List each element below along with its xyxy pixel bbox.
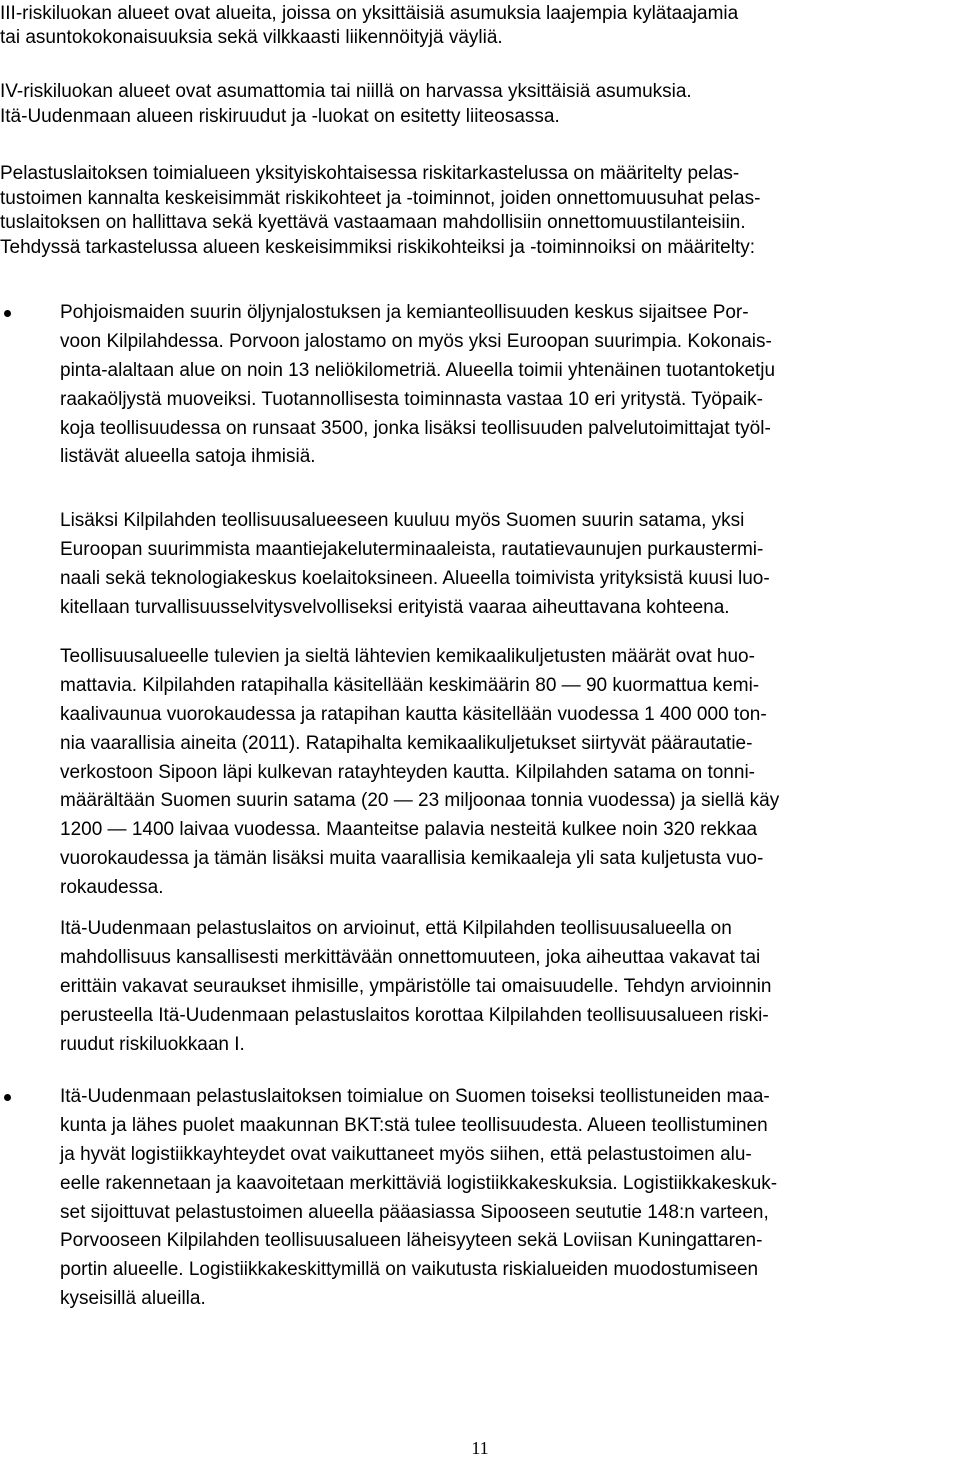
bullet-line: määrältään Suomen suurin satama (20 — 23 miljoonaa tonnia vuodessa) ja siellä käy (60, 790, 780, 812)
bullet-line: eelle rakennetaan ja kaavoitetaan merkittäviä logistiikkakeskuksia. Logistiikkakeskuk- (60, 1172, 778, 1194)
bullet-line: kunta ja lähes puolet maakunnan BKT:stä tulee teollisuudesta. Alueen teollistuminen (60, 1114, 768, 1136)
bullet-line: Itä-Uudenmaan pelastuslaitoksen toimialue on Suomen toiseksi teollistuneiden maa- (60, 1086, 770, 1107)
bullet-icon (4, 310, 11, 317)
bullet-line: ruudut riskiluokkaan I. (60, 1033, 245, 1055)
bullet-line: perusteella Itä-Uudenmaan pelastuslaitos korottaa Kilpilahden teollisuusalueen riski- (60, 1004, 769, 1026)
bullet-line: koja teollisuudessa on runsaat 3500, jonka lisäksi teollisuuden palvelutoimittajat työl- (60, 417, 771, 439)
bullet-line: Teollisuusalueelle tulevien ja sieltä lähtevien kemikaalikuljetusten määrät ovat huo- (60, 646, 755, 667)
intro-line: III-riskiluokan alueet ovat alueita, joissa on yksittäisiä asumuksia laajempia kylätaajamia (0, 3, 739, 24)
page-number: 11 (471, 1438, 489, 1458)
bullet-line: Pohjoismaiden suurin öljynjalostuksen ja kemianteollisuuden keskus sijaitsee Por- (60, 302, 749, 323)
bullet-line: voon Kilpilahdessa. Porvoon jalostamo on myös yksi Euroopan suurimpia. Kokonais- (60, 330, 772, 352)
bullet-line: mahdollisuus kansallisesti merkittävään onnettomuuteen, joka aiheuttaa vakavat tai (60, 946, 761, 968)
bullet-line: rokaudessa. (60, 877, 164, 899)
bullet-block (60, 643, 960, 903)
bullet-line: set sijoittuvat pelastustoimen alueella pääasiassa Sipooseen seututie 148:n varteen, (60, 1201, 769, 1223)
bullet-icon (4, 1094, 11, 1101)
bullet-line: Porvooseen Kilpilahden teollisuusalueen läheisyyteen sekä Loviisan Kuningattaren- (60, 1230, 763, 1252)
bullet-line: ja hyvät logistiikkayhteydet ovat vaikuttaneet myös siihen, että pelastustoimen alu- (60, 1143, 752, 1165)
bullet-line: vuorokaudessa ja tämän lisäksi muita vaarallisia kemikaaleja yli sata kuljetusta vuo- (60, 848, 764, 870)
bullet-line: kitellaan turvallisuusselvitysvelvolliseksi erityistä vaaraa aiheuttavana kohteena. (60, 596, 730, 618)
bullet-line: raakaöljystä muoveiksi. Tuotannollisesta toiminnasta vastaa 10 eri yritystä. Työpaik- (60, 388, 763, 410)
paragraph-line: Tehdyssä tarkastelussa alueen keskeisimmiksi riskikohteiksi ja -toiminnoiksi on määritelty: (0, 236, 755, 258)
bullet-block (60, 299, 960, 472)
bullet-line: pinta-alaltaan alue on noin 13 neliökilometriä. Alueella toimii yhtenäinen tuotantoketju (60, 359, 776, 381)
bullet-line: nia vaarallisia aineita (2011). Ratapihalta kemikaalikuljetukset siirtyvät päärautatie- (60, 732, 753, 754)
bullet-line: Lisäksi Kilpilahden teollisuusalueeseen kuuluu myös Suomen suurin satama, yksi (60, 510, 745, 531)
bullet-line: kaalivaunua vuorokaudessa ja ratapihan kautta käsitellään vuodessa 1 400 000 ton- (60, 703, 767, 725)
bullet-block (60, 915, 960, 1059)
intro-line: tai asuntokokonaisuuksia sekä vilkkaasti liikennöityjä väyliä. (0, 27, 503, 48)
bullet-line: Itä-Uudenmaan pelastuslaitos on arvioinut, että Kilpilahden teollisuusalueella on (60, 918, 732, 939)
bullet-block (60, 507, 960, 623)
bullet-line: portin alueelle. Logistiikkakeskittymillä on vaikutusta riskialueiden muodostumiseen (60, 1259, 759, 1281)
intro-line: IV-riskiluokan alueet ovat asumattomia tai niillä on harvassa yksittäisiä asumuksia. (0, 81, 692, 102)
bullet-line: verkostoon Sipoon läpi kulkevan ratayhteyden kautta. Kilpilahden satama on tonni- (60, 761, 755, 783)
bullet-line: naali sekä teknologiakeskus koelaitoksineen. Alueella toimivista yrityksistä kuusi luo- (60, 567, 770, 589)
bullet-line: mattavia. Kilpilahden ratapihalla käsitellään keskimäärin 80 — 90 kuormattua kemi- (60, 674, 760, 696)
bullet-item-kilpilahti (60, 299, 960, 472)
intro-line: Itä-Uudenmaan alueen riskiruudut ja -luokat on esitetty liiteosassa. (0, 106, 560, 127)
paragraph-line: Pelastuslaitoksen toimialueen yksityiskohtaisessa riskitarkastelussa on määritelty pelas- (0, 163, 740, 184)
bullet-item-logistics (60, 1083, 960, 1314)
risk-paragraph (0, 162, 960, 260)
paragraph-line: tustoimen kannalta keskeisimmät riskikohteet ja -toiminnot, joiden onnettomuusuhat pelas- (0, 187, 761, 209)
bullet-line: 1200 — 1400 laivaa vuodessa. Maanteitse palavia nesteitä kulkee noin 320 rekkaa (60, 819, 758, 841)
paragraph-line: tuslaitoksen on hallittava sekä kyettävä vastaamaan mahdollisiin onnettomuustilanteisiin. (0, 212, 746, 233)
bullet-line: erittäin vakavat seuraukset ihmisille, ympäristölle tai omaisuudelle. Tehdyn arvioinnin (60, 975, 772, 997)
bullet-line: kyseisillä alueilla. (60, 1288, 206, 1310)
bullet-line: Euroopan suurimmista maantiejakeluterminaaleista, rautatievaunujen purkaustermi- (60, 538, 764, 560)
bullet-line: listävät alueella satoja ihmisiä. (60, 446, 316, 468)
